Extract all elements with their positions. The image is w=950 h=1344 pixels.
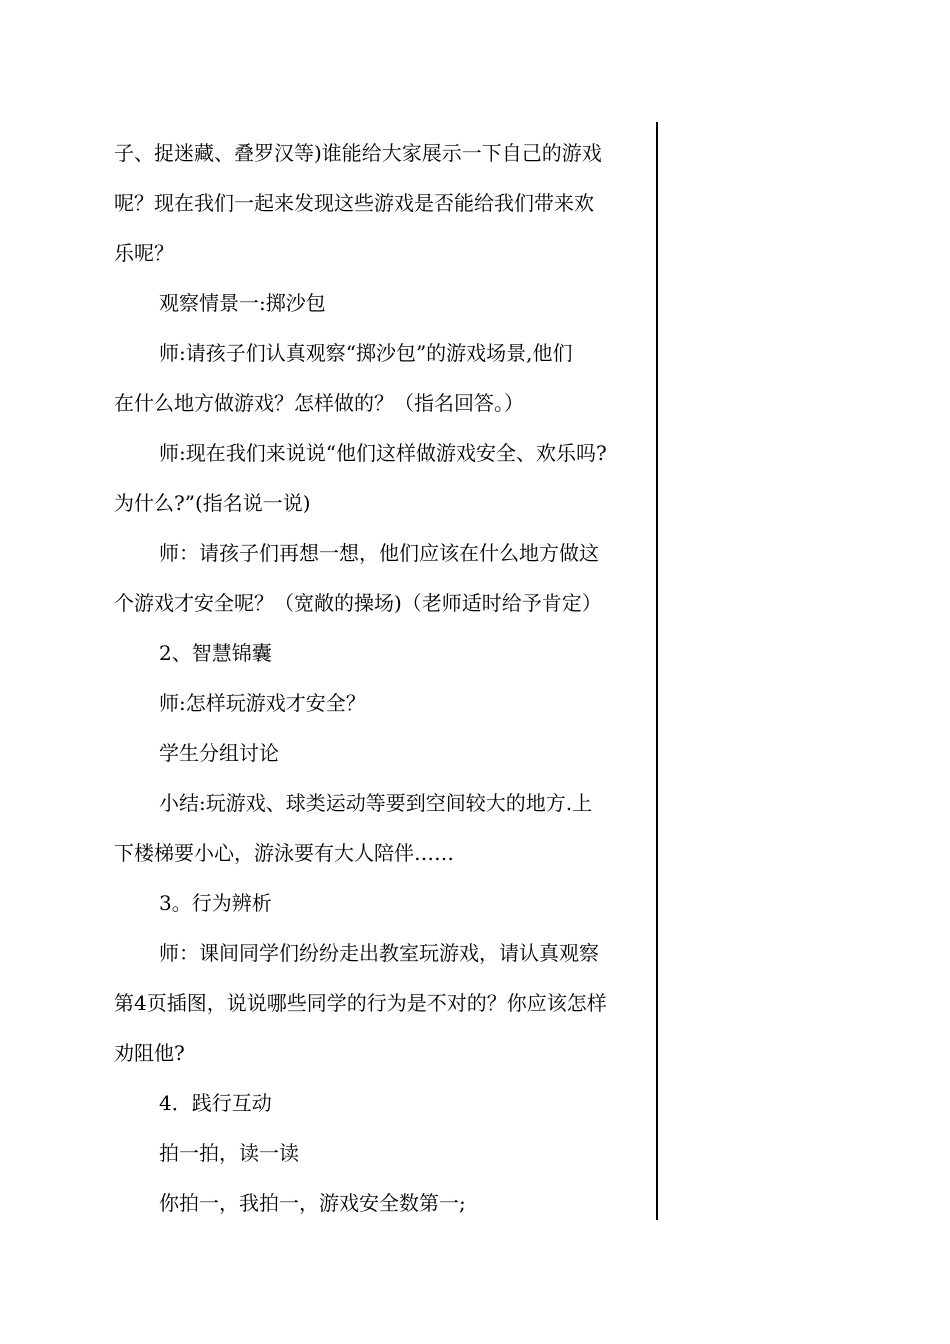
text-line: 乐呢？	[114, 241, 174, 265]
text-line: 拍一拍，读一读	[159, 1141, 299, 1165]
text-line: 学生分组讨论	[159, 741, 279, 765]
text-line: 师:请孩子们认真观察“掷沙包”的游戏场景,他们	[159, 341, 573, 365]
text-line: 师：课间同学们纷纷走出教室玩游戏，请认真观察	[159, 941, 599, 965]
text-line: 师：请孩子们再想一想，他们应该在什么地方做这	[159, 541, 599, 565]
text-line: 呢？现在我们一起来发现这些游戏是否能给我们带来欢	[114, 191, 594, 215]
section-heading-wisdom-bag: 2、智慧锦囊	[159, 641, 272, 665]
section-heading-practice: 4．践行互动	[159, 1091, 272, 1115]
text-line: 子、捉迷藏、叠罗汉等)谁能给大家展示一下自己的游戏	[114, 141, 602, 165]
text-line: 师:怎样玩游戏才安全？	[159, 691, 366, 715]
text-line: 在什么地方做游戏？怎样做的？（指名回答。）	[114, 391, 524, 415]
text-line: 劝阻他?	[114, 1041, 185, 1065]
text-line: 小结:玩游戏、球类运动等要到空间较大的地方.上	[159, 791, 593, 815]
text-line: 师:现在我们来说说“他们这样做游戏安全、欢乐吗?	[159, 441, 607, 465]
section-heading-behavior-analysis: 3。行为辨析	[159, 891, 272, 915]
document-body	[114, 128, 662, 1228]
text-line: 个游戏才安全呢？（宽敞的操场)（老师适时给予肯定）	[114, 591, 602, 615]
text-line: 你拍一，我拍一，游戏安全数第一;	[159, 1191, 466, 1215]
section-heading-scene-one: 观察情景一:掷沙包	[159, 291, 326, 315]
text-line: 下楼梯要小心，游泳要有大人陪伴……	[114, 841, 454, 865]
text-line: 第4页插图，说说哪些同学的行为是不对的？你应该怎样	[114, 991, 607, 1015]
text-line: 为什么?”(指名说一说)	[114, 491, 311, 515]
